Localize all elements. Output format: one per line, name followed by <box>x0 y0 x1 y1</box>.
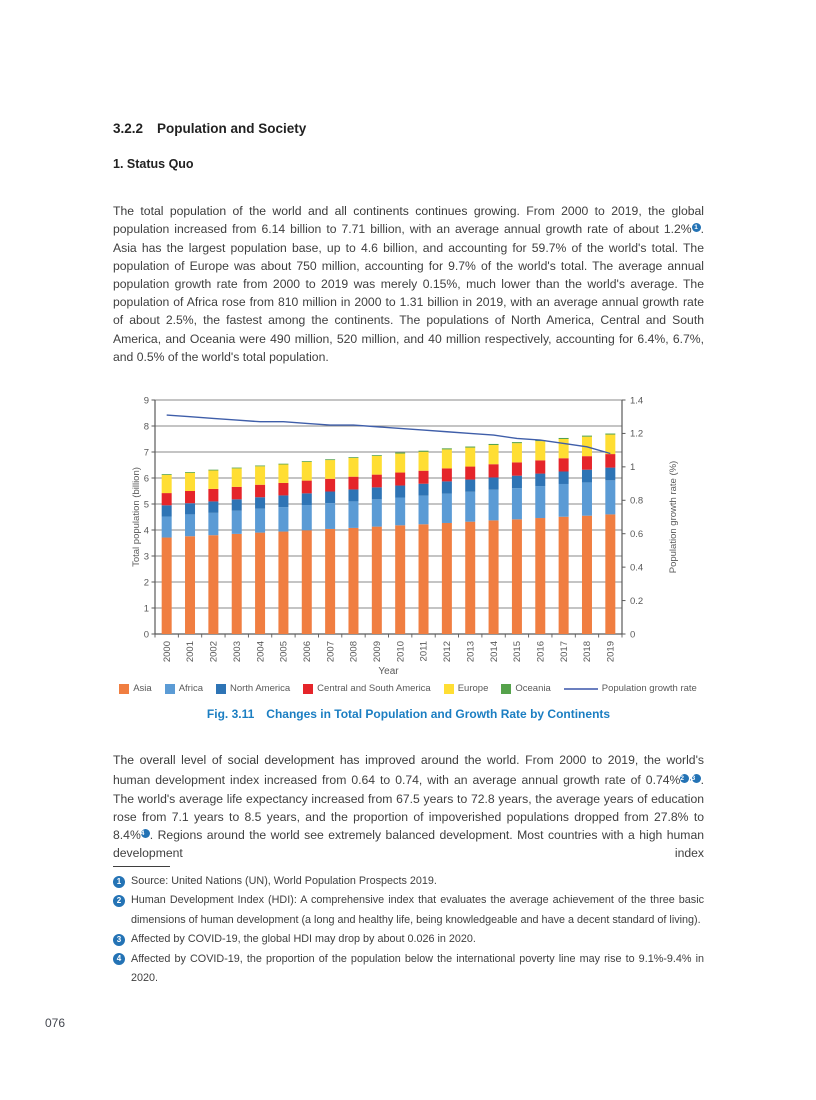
svg-text:2: 2 <box>143 577 149 589</box>
footnote-marker: 1 <box>113 876 125 888</box>
svg-text:1.4: 1.4 <box>630 395 644 407</box>
legend-item <box>501 683 550 694</box>
svg-text:2005: 2005 <box>278 641 290 663</box>
footnote-marker: 2 <box>113 895 125 907</box>
svg-text:2000: 2000 <box>161 641 173 663</box>
legend-label: Population growth rate <box>601 683 697 694</box>
svg-text:1.2: 1.2 <box>630 428 644 440</box>
footnote-item <box>113 891 704 930</box>
legend-label: Africa <box>178 683 203 694</box>
svg-text:2003: 2003 <box>231 641 243 663</box>
svg-text:0.2: 0.2 <box>630 595 644 607</box>
body-text: . Asia has the largest population base, up to 4.6 billion, and accounting for 59.7% of the world's total. The population of Europe was about 750 million, accounting for 9.7% of the world's total. The average annual population growth rate from 2000 to 2019 was merely 0.15%, much lower than the world's average. The population of Africa rose from 810 million in 2000 to 1.31 billion in 2019, with an average annual growth rate of about 2.5%, the fastest among the continents. The populations of North America, Central and South America, and Oceania were 490 million, 520 million, and 40 million respectively, accounting for 6.4%, 6.7%, and 0.5% of the world's total population. <box>113 222 704 364</box>
footnote-text: Affected by COVID-19, the proportion of the population below the international poverty line may rise to 9.1%-9.4% in 2020. <box>131 952 704 985</box>
legend-swatch <box>165 684 175 694</box>
svg-text:2001: 2001 <box>185 641 197 663</box>
footnote-ref-2: 2 <box>680 774 689 783</box>
paragraph-population <box>113 202 704 366</box>
svg-text:2002: 2002 <box>208 641 220 663</box>
figure-caption <box>113 707 704 721</box>
legend-swatch <box>216 684 226 694</box>
legend-swatch <box>444 684 454 694</box>
svg-text:2016: 2016 <box>535 641 547 663</box>
footnote-marker: 3 <box>113 934 125 946</box>
svg-text:6: 6 <box>143 473 149 485</box>
legend-item <box>119 683 151 694</box>
svg-text:0.8: 0.8 <box>630 495 644 507</box>
page-number: 076 <box>45 1016 66 1030</box>
svg-text:1: 1 <box>143 603 149 615</box>
body-text: From 2000 to 2019, the global population increased from 6.14 billion to 7.71 billion, with an average annual growth rate of about 1.2% <box>113 204 704 237</box>
legend-item <box>216 683 290 694</box>
svg-text:4: 4 <box>143 525 149 537</box>
legend-line-sample <box>564 688 598 690</box>
footnote-text: Human Development Index (HDI): A comprehensive index that evaluates the average achievement of the three basic dimensions of human development (a long and healthy life, being knowledgeable and have a decent standard of living). <box>131 894 704 926</box>
svg-text:2014: 2014 <box>488 641 500 663</box>
svg-text:0: 0 <box>630 629 636 641</box>
footnote-item <box>113 930 704 949</box>
lead-sentence: The total population of the world and all continents continues growing. <box>113 204 520 219</box>
legend-label: Central and South America <box>317 683 431 694</box>
svg-text:8: 8 <box>143 421 149 433</box>
svg-text:2007: 2007 <box>325 641 337 663</box>
figure-3-11-chart <box>130 393 697 699</box>
body-text: . Regions around the world see extremely balanced development. Most countries with a high human development index <box>113 828 704 861</box>
svg-text:2004: 2004 <box>255 641 267 663</box>
svg-text:0.6: 0.6 <box>630 529 644 541</box>
legend-label: Asia <box>133 683 152 694</box>
legend-item-line <box>564 683 697 694</box>
figure-title: Changes in Total Population and Growth Rate by Continents <box>266 707 611 721</box>
footnote-divider <box>113 866 170 867</box>
lead-sentence: The overall level of social development has improved around the world. <box>113 753 520 768</box>
svg-text:2019: 2019 <box>605 641 617 663</box>
svg-text:Population growth rate (%): Population growth rate (%) <box>668 460 679 574</box>
footnote-text: Source: United Nations (UN), World Population Prospects 2019. <box>131 875 437 887</box>
svg-text:2011: 2011 <box>418 641 430 662</box>
footnote-ref-1: 1 <box>692 223 701 232</box>
legend-item <box>444 683 489 694</box>
footnote-text: Affected by COVID-19, the global HDI may drop by about 0.026 in 2020. <box>131 933 476 946</box>
footnote-ref-3: 3 <box>692 774 701 783</box>
legend-label: North America <box>229 683 291 694</box>
svg-text:2012: 2012 <box>442 641 454 663</box>
svg-text:2015: 2015 <box>512 641 524 663</box>
body-text: From 2000 to 2019, the world's human development index increased from 0.64 to 0.74, with an average annual growth rate of 0.74% <box>113 753 704 788</box>
footnote-ref-separator: , <box>689 773 692 783</box>
svg-text:1: 1 <box>630 462 636 474</box>
legend-item <box>303 683 431 694</box>
subsection-heading: 1. Status Quo <box>113 157 194 171</box>
body-text: . The world's average life expectancy increased from 67.5 years to 72.8 years, the average years of education rose from 7.1 years to 8.5 years, and the proportion of impoverished populations dropped from 27.8% to 8.4% <box>113 773 704 842</box>
svg-text:2013: 2013 <box>465 641 477 663</box>
chart-legend <box>130 683 697 694</box>
svg-text:Total population (billion): Total population (billion) <box>131 467 142 567</box>
legend-swatch <box>119 684 129 694</box>
legend-label: Oceania <box>515 683 551 694</box>
legend-item <box>165 683 203 694</box>
svg-text:0.4: 0.4 <box>630 562 644 574</box>
legend-label: Europe <box>457 683 489 694</box>
svg-text:3: 3 <box>143 551 149 563</box>
svg-text:2018: 2018 <box>582 641 594 663</box>
population-chart-canvas <box>130 393 686 681</box>
legend-swatch <box>303 684 313 694</box>
footnotes-list <box>113 872 704 988</box>
svg-text:2008: 2008 <box>348 641 360 663</box>
figure-label: Fig. 3.11 <box>206 707 255 721</box>
section-number: 3.2.2 <box>113 121 144 136</box>
svg-text:Year: Year <box>378 666 399 677</box>
footnote-marker: 4 <box>113 953 125 965</box>
paragraph-development <box>113 751 704 862</box>
section-heading <box>113 121 704 136</box>
svg-text:2006: 2006 <box>301 641 313 663</box>
legend-swatch <box>501 684 511 694</box>
svg-text:0: 0 <box>143 629 149 641</box>
svg-text:2010: 2010 <box>395 641 407 663</box>
footnote-ref-4: 4 <box>141 829 150 838</box>
footnote-item <box>113 950 704 989</box>
section-title: Population and Society <box>157 121 307 136</box>
svg-text:5: 5 <box>143 499 149 511</box>
svg-text:7: 7 <box>143 447 149 459</box>
footnote-item <box>113 872 704 891</box>
svg-text:2009: 2009 <box>372 641 384 663</box>
svg-text:2017: 2017 <box>558 641 570 663</box>
svg-text:9: 9 <box>143 395 149 407</box>
